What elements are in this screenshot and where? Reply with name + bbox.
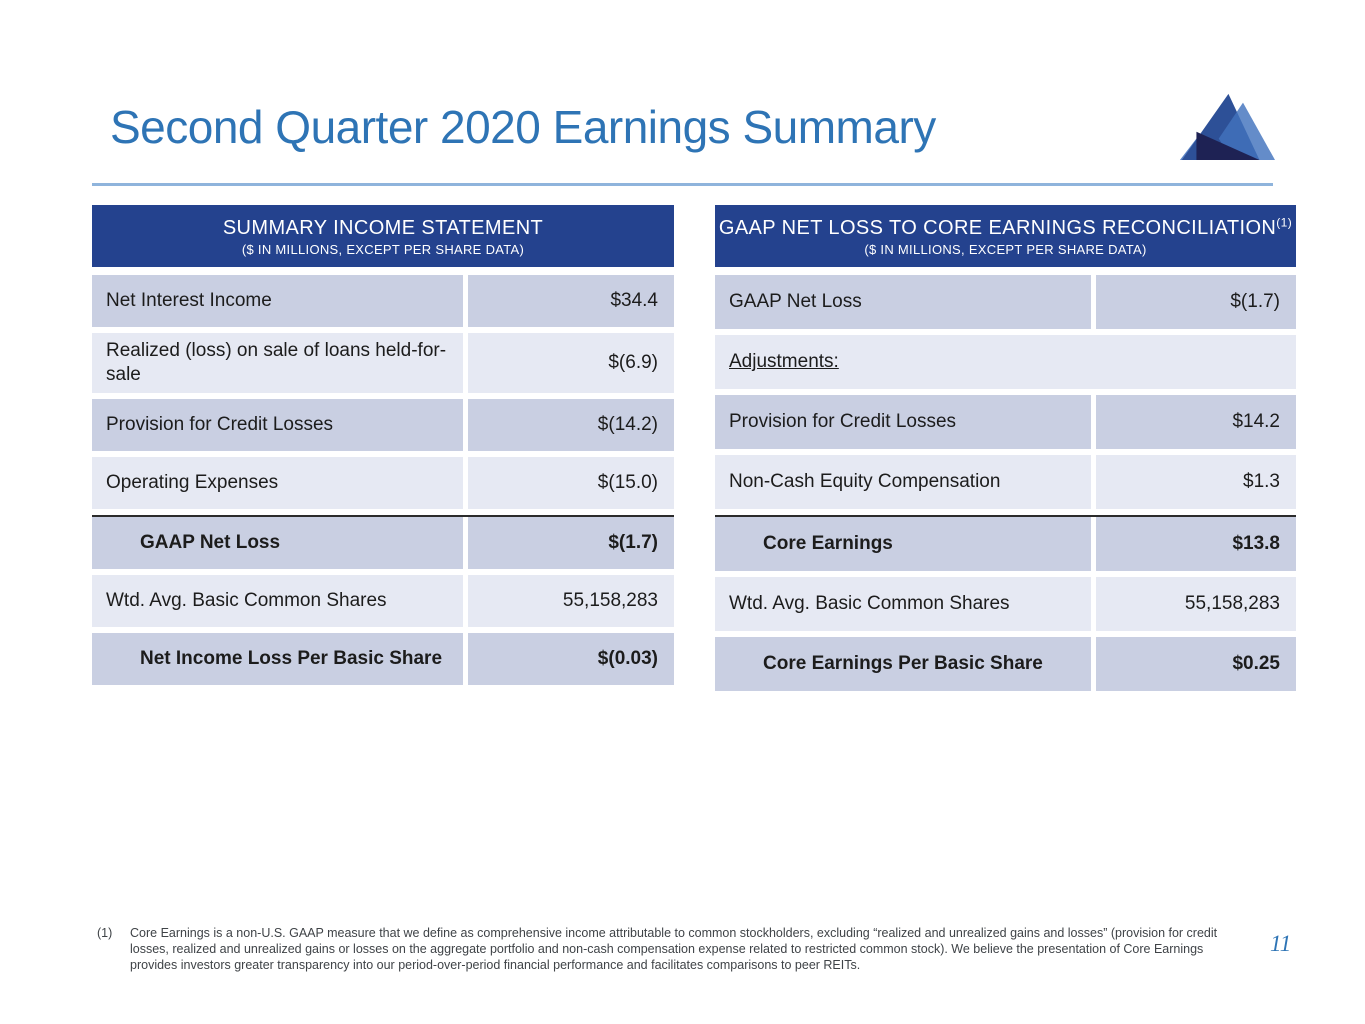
row-value: $14.2 <box>1096 395 1296 449</box>
row-value: $(1.7) <box>468 517 674 569</box>
footnote-text: Core Earnings is a non-U.S. GAAP measure that we define as comprehensive income attributable to common stockholders, excluding “realized and unrealized gains and losses” (provision for credit losses, realized and unrealized gains or losses on the aggregate portfolio and non-cash compensation expense related to restricted common stock). We believe the presentation of Core Earnings provides investors greater transparency into our period-over-period financial performance and facilitates comparisons to peer REITs. <box>130 926 1218 972</box>
table-row <box>92 275 674 327</box>
table-row <box>92 333 674 393</box>
row-value: $0.25 <box>1096 637 1296 691</box>
table-row <box>715 577 1296 631</box>
row-label: Net Income Loss Per Basic Share <box>92 633 463 685</box>
table-row <box>715 335 1296 389</box>
table-row <box>92 515 674 569</box>
row-label: GAAP Net Loss <box>715 275 1091 329</box>
row-label: Adjustments: <box>715 335 1296 389</box>
footnote <box>97 925 1237 973</box>
row-label: Operating Expenses <box>92 457 463 509</box>
row-label: Realized (loss) on sale of loans held-for-sale <box>92 333 463 393</box>
table-header <box>715 205 1296 267</box>
row-value: $1.3 <box>1096 455 1296 509</box>
page-title: Second Quarter 2020 Earnings Summary <box>110 101 936 153</box>
row-value: $34.4 <box>468 275 674 327</box>
row-value: 55,158,283 <box>468 575 674 627</box>
table-header <box>92 205 674 267</box>
table-row <box>92 575 674 627</box>
row-value: $(1.7) <box>1096 275 1296 329</box>
row-value: $(14.2) <box>468 399 674 451</box>
row-label: Core Earnings Per Basic Share <box>715 637 1091 691</box>
footnote-ref: (1) <box>1276 214 1293 229</box>
row-label: Core Earnings <box>715 517 1091 571</box>
row-label: Wtd. Avg. Basic Common Shares <box>715 577 1091 631</box>
row-value: $(0.03) <box>468 633 674 685</box>
row-value: $(6.9) <box>468 333 674 393</box>
row-label: Wtd. Avg. Basic Common Shares <box>92 575 463 627</box>
row-label: Provision for Credit Losses <box>715 395 1091 449</box>
table-row <box>92 457 674 509</box>
table-row <box>715 275 1296 329</box>
row-value: 55,158,283 <box>1096 577 1296 631</box>
footnote-marker: (1) <box>97 926 113 940</box>
table-body <box>92 275 674 685</box>
table-row <box>715 637 1296 691</box>
row-value: $13.8 <box>1096 517 1296 571</box>
row-label: Net Interest Income <box>92 275 463 327</box>
table-subtitle: ($ IN MILLIONS, EXCEPT PER SHARE DATA) <box>864 241 1147 257</box>
table-row <box>92 633 674 685</box>
table-row <box>715 455 1296 509</box>
table-body <box>715 275 1296 691</box>
table-row <box>715 515 1296 571</box>
row-label: Provision for Credit Losses <box>92 399 463 451</box>
row-label: GAAP Net Loss <box>92 517 463 569</box>
gaap-to-core-reconciliation-table <box>715 205 1296 691</box>
table-title: GAAP NET LOSS TO CORE EARNINGS RECONCILIATION$^{(1)}$ <box>718 214 1293 239</box>
summary-income-statement-table <box>92 205 674 685</box>
table-title: SUMMARY INCOME STATEMENT <box>222 216 544 239</box>
mountain-logo-icon <box>1178 90 1275 160</box>
table-row <box>92 399 674 451</box>
row-label: Non-Cash Equity Compensation <box>715 455 1091 509</box>
table-row <box>715 395 1296 449</box>
title-divider <box>92 183 1273 186</box>
page-number: 11 <box>1270 931 1292 956</box>
table-subtitle: ($ IN MILLIONS, EXCEPT PER SHARE DATA) <box>241 241 525 257</box>
row-value: $(15.0) <box>468 457 674 509</box>
